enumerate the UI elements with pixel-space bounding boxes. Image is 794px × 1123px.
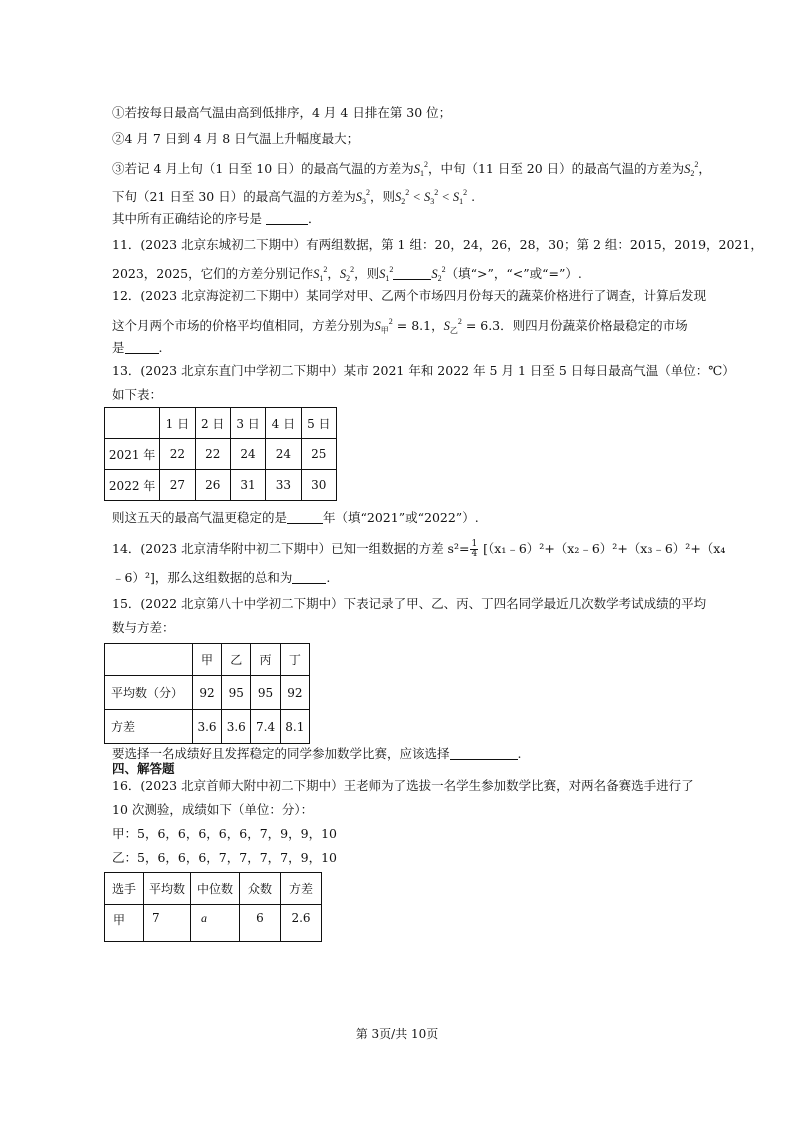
conclusion-1: ①若按每日最高气温由高到低排序，4 月 4 日排在第 30 位； — [112, 105, 452, 120]
q11-line-2: 2023，2025，它们的方差分别记作$S_1^2$，$S_2^2$，则$S_1^2$ $S_2^2$（填“>”，“<”或“=”）. — [112, 265, 582, 283]
temperature-table — [104, 407, 337, 501]
table-row: 甲 乙 丙 丁 — [105, 644, 310, 676]
q13-blank[interactable] — [287, 511, 323, 524]
q14-line-2: ﹣6）²]，那么这组数据的总和为 . — [112, 570, 331, 585]
table-row: 1 日 2 日 3 日 4 日 5 日 — [105, 408, 337, 439]
answer-prompt: 其中所有正确结论的序号是 ． — [112, 211, 321, 226]
section-heading: 四、解答题 — [112, 761, 175, 776]
q16-line-4: 乙：5，6，6，6，7，7，7，7，9，10 — [112, 850, 337, 865]
q15-line-3: 要选择一名成绩好且发挥稳定的同学参加数学比赛，应该选择 . — [112, 746, 522, 761]
table-row: 2021 年 22 22 24 24 25 — [105, 439, 337, 470]
conclusion-3: ③若记 4 月上旬（1 日至 10 日）的最高气温的方差为$S_1^2$，中旬（11 日至 20 日）的最高气温的方差为$S_2^2$， — [112, 160, 711, 178]
q15-blank[interactable] — [450, 747, 518, 760]
fraction: $\frac{1}{4}$ — [471, 539, 478, 559]
q14-blank[interactable] — [292, 571, 326, 584]
scores-table — [104, 643, 310, 744]
q16-line-2: 10 次测验，成绩如下（单位：分）： — [112, 802, 314, 817]
table-row: 2022 年 27 26 31 33 30 — [105, 470, 337, 501]
page-footer: 第 3页/共 10页 — [355, 1027, 439, 1041]
q15-line-1: 15．(2022 北京第八十中学初二下期中）下表记录了甲、乙、丙、丁四名同学最近几次数学考试成绩的平均 — [112, 596, 707, 611]
q15-line-2: 数与方差： — [112, 620, 175, 635]
q16-line-1: 16．(2023 北京首师大附中初二下期中）王老师为了选拔一名学生参加数学比赛，对两名备赛选手进行了 — [112, 778, 694, 793]
table-row: 选手 平均数 中位数 众数 方差 — [105, 873, 322, 905]
table-row: 甲 7 a 6 2.6 — [105, 905, 322, 942]
q12-line-2: 这个月两个市场的价格平均值相同，方差分别为$S_甲^2 = 8.1$，$S_乙^2 = 6.3$．则四月份蔬菜价格最稳定的市场 — [112, 317, 688, 335]
q13-line-3: 则这五天的最高气温更稳定的是 年（填“2021”或“2022”）. — [112, 510, 479, 525]
q14-line-1: 14．(2023 北京清华附中初二下期中）已知一组数据的方差 s²= $\frac{1}{4}$ [（x₁﹣6）²+（x₂﹣6）²+（x₃﹣6）²+（x₄ — [112, 539, 726, 559]
q12-line-3: 是 . — [112, 340, 163, 355]
q11-blank[interactable] — [393, 267, 431, 280]
q13-line-2: 如下表： — [112, 387, 163, 402]
conclusion-3-cont: 下旬（21 日至 30 日）的最高气温的方差为$S_3^2$，则$S_2^2 < S_3^2 < S_1^2$ . — [112, 188, 476, 206]
q12-blank[interactable] — [125, 341, 159, 354]
player-table — [104, 872, 322, 942]
q16-line-3: 甲：5，6，6，6，6，6，7，9，9，10 — [112, 826, 337, 841]
conclusion-2: ②4 月 7 日到 4 月 8 日气温上升幅度最大； — [112, 131, 360, 146]
table-row: 平均数（分） 92 95 95 92 — [105, 676, 310, 710]
q12-line-1: 12．(2023 北京海淀初二下期中）某同学对甲、乙两个市场四月份每天的蔬菜价格进行了调查，计算后发现 — [112, 288, 707, 303]
table-row: 方差 3.6 3.6 7.4 8.1 — [105, 710, 310, 744]
q11-line-1: 11．(2023 北京东城初二下期中）有两组数据，第 1 组：20，24，26，28，30；第 2 组：2015，2019，2021， — [112, 237, 763, 252]
q13-line-1: 13．(2023 北京东直门中学初二下期中）某市 2021 年和 2022 年 5 月 1 日至 5 日每日最高气温（单位：℃） — [112, 363, 735, 378]
answer-blank[interactable] — [266, 212, 308, 225]
